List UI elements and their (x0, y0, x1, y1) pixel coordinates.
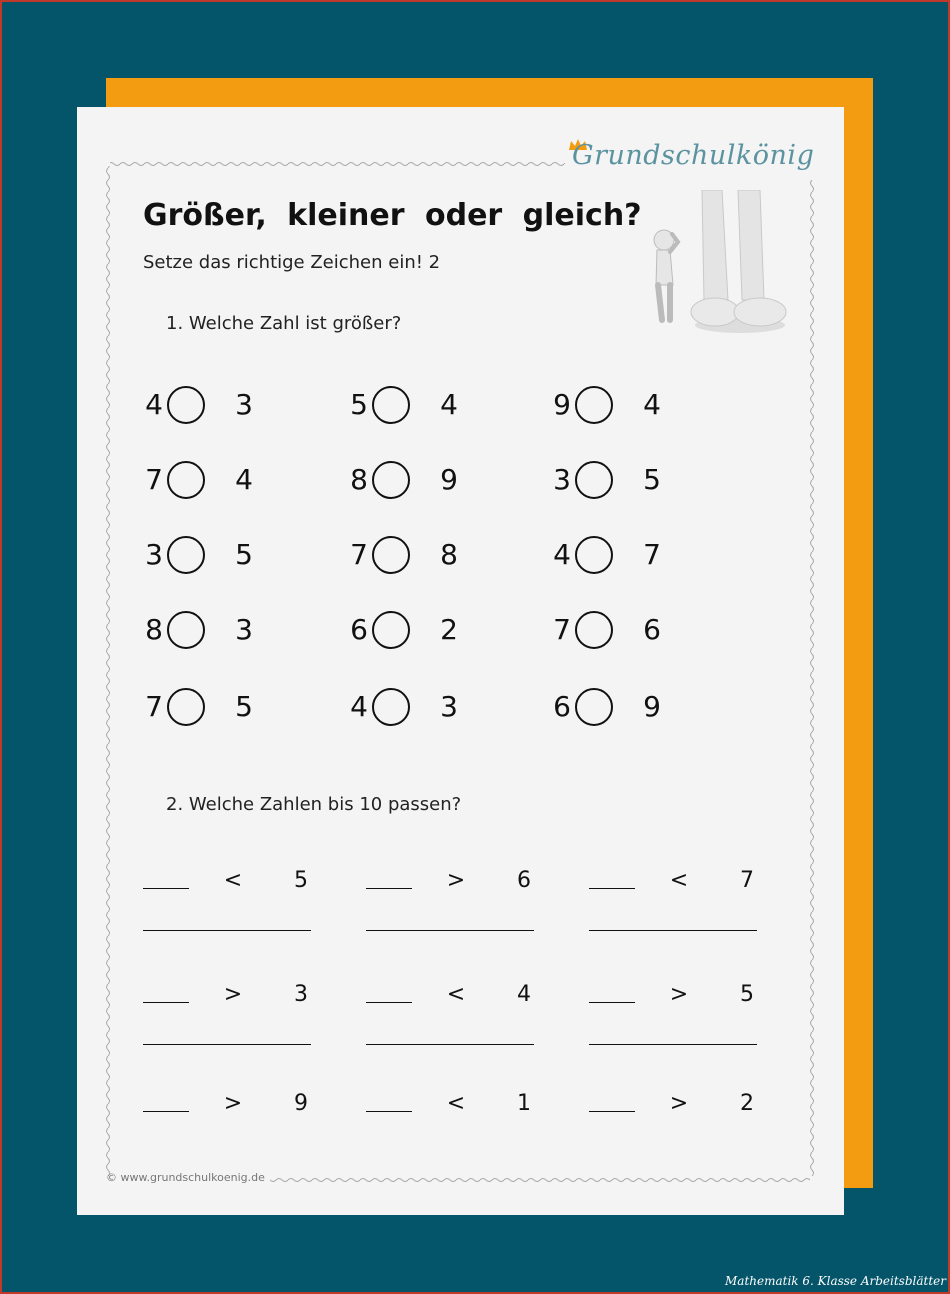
compare-left-number: 7 (145, 463, 163, 496)
compare-left-number: 6 (350, 613, 368, 646)
compare-right-number: 5 (235, 690, 253, 723)
answer-line[interactable] (143, 1044, 311, 1045)
compare-right-number: 7 (643, 538, 661, 571)
comparison-symbol: < (446, 982, 466, 1007)
target-number: 6 (517, 868, 531, 893)
answer-circle[interactable] (372, 611, 410, 649)
compare-left-number: 4 (145, 388, 163, 421)
compare-right-number: 3 (440, 690, 458, 723)
answer-line[interactable] (143, 930, 311, 931)
compare-right-number: 5 (643, 463, 661, 496)
worksheet-subtitle: Setze das richtige Zeichen ein! 2 (143, 252, 441, 273)
answer-line[interactable] (589, 1044, 757, 1045)
brand-logo: Grundschulkönig (572, 140, 815, 171)
compare-left-number: 4 (553, 538, 571, 571)
compare-left-number: 8 (350, 463, 368, 496)
image-caption: Mathematik 6. Klasse Arbeitsblätter (725, 1274, 946, 1288)
comparison-symbol: > (446, 868, 466, 893)
compare-right-number: 4 (643, 388, 661, 421)
answer-blank[interactable] (589, 1002, 635, 1003)
comparison-symbol: < (446, 1091, 466, 1116)
compare-left-number: 7 (350, 538, 368, 571)
answer-line[interactable] (366, 930, 534, 931)
target-number: 2 (740, 1091, 754, 1116)
target-number: 7 (740, 868, 754, 893)
compare-right-number: 3 (235, 388, 253, 421)
answer-blank[interactable] (143, 1002, 189, 1003)
compare-right-number: 4 (235, 463, 253, 496)
answer-circle[interactable] (575, 461, 613, 499)
answer-circle[interactable] (167, 536, 205, 574)
comparison-symbol: > (669, 982, 689, 1007)
answer-circle[interactable] (167, 611, 205, 649)
compare-left-number: 4 (350, 690, 368, 723)
worksheet-title: Größer, kleiner oder gleich? (143, 198, 642, 233)
answer-line[interactable] (366, 1044, 534, 1045)
compare-right-number: 2 (440, 613, 458, 646)
target-number: 5 (740, 982, 754, 1007)
compare-left-number: 3 (553, 463, 571, 496)
answer-circle[interactable] (372, 536, 410, 574)
answer-circle[interactable] (372, 688, 410, 726)
compare-left-number: 7 (145, 690, 163, 723)
compare-right-number: 6 (643, 613, 661, 646)
compare-right-number: 3 (235, 613, 253, 646)
comparison-symbol: < (669, 868, 689, 893)
target-number: 5 (294, 868, 308, 893)
target-number: 1 (517, 1091, 531, 1116)
answer-circle[interactable] (575, 536, 613, 574)
compare-right-number: 9 (440, 463, 458, 496)
question-1: 1. Welche Zahl ist größer? (166, 313, 402, 334)
answer-circle[interactable] (372, 461, 410, 499)
compare-left-number: 6 (553, 690, 571, 723)
compare-left-number: 7 (553, 613, 571, 646)
answer-circle[interactable] (575, 386, 613, 424)
answer-circle[interactable] (167, 461, 205, 499)
answer-blank[interactable] (366, 1002, 412, 1003)
answer-circle[interactable] (167, 386, 205, 424)
comparison-symbol: < (223, 868, 243, 893)
answer-blank[interactable] (143, 888, 189, 889)
answer-blank[interactable] (143, 1111, 189, 1112)
compare-left-number: 3 (145, 538, 163, 571)
compare-right-number: 5 (235, 538, 253, 571)
footer-copyright: © www.grundschulkoenig.de (106, 1171, 265, 1184)
comparison-symbol: > (223, 982, 243, 1007)
compare-right-number: 8 (440, 538, 458, 571)
compare-right-number: 9 (643, 690, 661, 723)
compare-left-number: 5 (350, 388, 368, 421)
answer-circle[interactable] (575, 688, 613, 726)
comparison-symbol: > (669, 1091, 689, 1116)
answer-circle[interactable] (167, 688, 205, 726)
answer-circle[interactable] (372, 386, 410, 424)
answer-circle[interactable] (575, 611, 613, 649)
target-number: 3 (294, 982, 308, 1007)
answer-blank[interactable] (366, 888, 412, 889)
compare-left-number: 8 (145, 613, 163, 646)
answer-line[interactable] (589, 930, 757, 931)
compare-left-number: 9 (553, 388, 571, 421)
target-number: 4 (517, 982, 531, 1007)
answer-blank[interactable] (589, 888, 635, 889)
answer-blank[interactable] (366, 1111, 412, 1112)
answer-blank[interactable] (589, 1111, 635, 1112)
comparison-symbol: > (223, 1091, 243, 1116)
compare-right-number: 4 (440, 388, 458, 421)
target-number: 9 (294, 1091, 308, 1116)
question-2: 2. Welche Zahlen bis 10 passen? (166, 794, 462, 815)
figure-illustration (630, 190, 790, 340)
